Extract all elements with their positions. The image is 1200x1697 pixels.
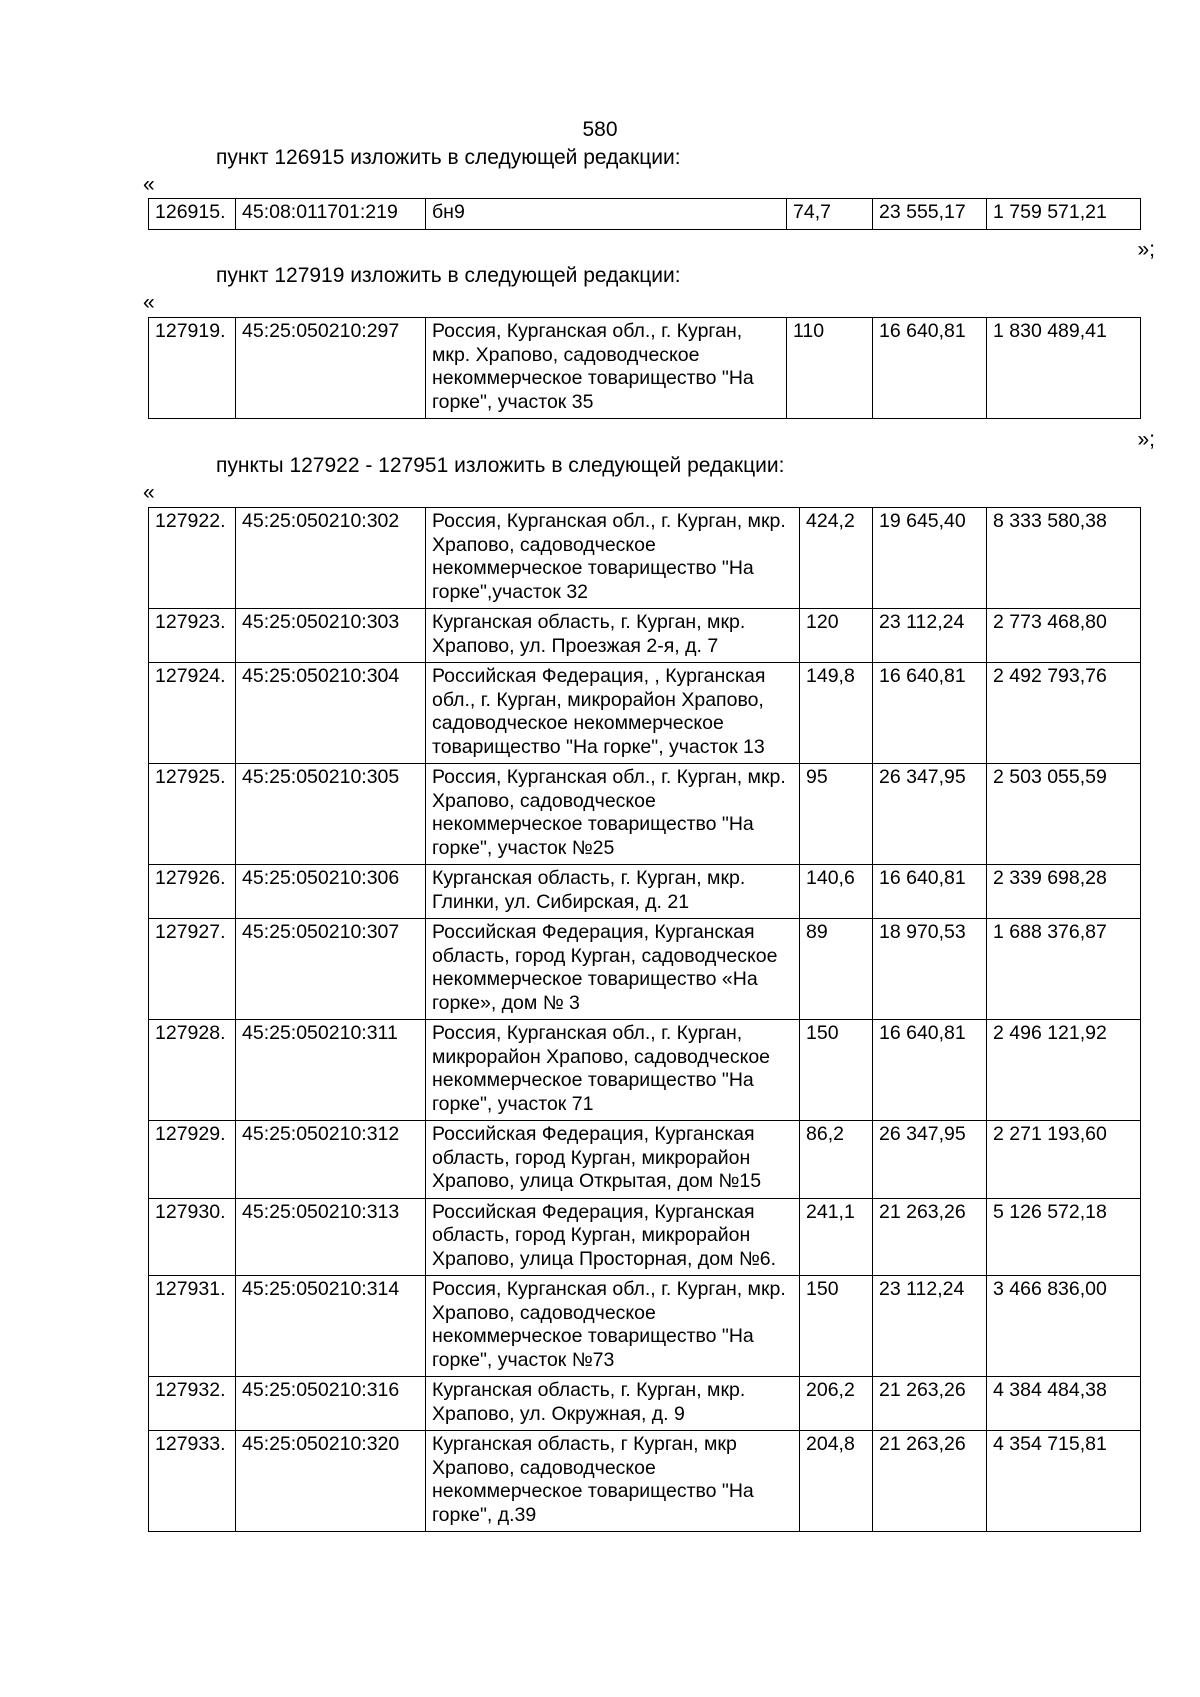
item-number-cell: 126915. xyxy=(149,199,236,230)
open-quote: « xyxy=(143,173,155,196)
table-item-127919 xyxy=(148,317,1141,419)
specific-value-cell: 18 970,53 xyxy=(873,919,987,1020)
table-row xyxy=(149,764,1141,865)
address-cell: Российская Федерация, Курганская область, город Курган, микрорайон Храпово, улица Открытая, дом №15 xyxy=(426,1121,800,1199)
area-cell: 110 xyxy=(787,318,873,419)
address-cell: Российская Федерация, Курганская область, город Курган, садоводческое некоммерческое товарищество «На горке», дом № 3 xyxy=(426,919,800,1020)
specific-value-cell: 16 640,81 xyxy=(873,318,987,419)
cadastral-number-cell: 45:25:050210:320 xyxy=(236,1431,426,1532)
cadastral-value-cell: 8 333 580,38 xyxy=(987,508,1141,609)
item-number-cell: 127933. xyxy=(149,1431,236,1532)
cadastral-number-cell: 45:25:050210:305 xyxy=(236,764,426,865)
specific-value-cell: 26 347,95 xyxy=(873,764,987,865)
specific-value-cell: 23 112,24 xyxy=(873,1276,987,1377)
item-number-cell: 127922. xyxy=(149,508,236,609)
cadastral-value-cell: 1 688 376,87 xyxy=(987,919,1141,1020)
cadastral-number-cell: 45:25:050210:316 xyxy=(236,1377,426,1431)
open-quote: « xyxy=(143,291,155,314)
item-number-cell: 127931. xyxy=(149,1276,236,1377)
page-number: 580 xyxy=(582,118,618,141)
cadastral-number-cell: 45:25:050210:306 xyxy=(236,865,426,919)
specific-value-cell: 26 347,95 xyxy=(873,1121,987,1199)
section-heading-127919: пункт 127919 изложить в следующей редакции: xyxy=(216,264,681,287)
item-number-cell: 127923. xyxy=(149,609,236,663)
address-cell: Россия, Курганская обл., г. Курган, микрорайон Храпово, садоводческое некоммерческое товарищество "На горке", участок 71 xyxy=(426,1020,800,1121)
specific-value-cell: 21 263,26 xyxy=(873,1431,987,1532)
area-cell: 74,7 xyxy=(787,199,873,230)
specific-value-cell: 21 263,26 xyxy=(873,1377,987,1431)
specific-value-cell: 19 645,40 xyxy=(873,508,987,609)
cadastral-value-cell: 3 466 836,00 xyxy=(987,1276,1141,1377)
address-cell: Курганская область, г. Курган, мкр. Храпово, ул. Проезжая 2-я, д. 7 xyxy=(426,609,800,663)
specific-value-cell: 23 555,17 xyxy=(873,199,987,230)
close-quote: »; xyxy=(1137,238,1155,261)
cadastral-value-cell: 2 496 121,92 xyxy=(987,1020,1141,1121)
section-heading-126915: пункт 126915 изложить в следующей редакции: xyxy=(216,146,681,169)
item-number-cell: 127926. xyxy=(149,865,236,919)
address-cell: Россия, Курганская обл., г. Курган, мкр. Храпово, садоводческое некоммерческое товарищество "На горке", участок №73 xyxy=(426,1276,800,1377)
table-row xyxy=(149,1431,1141,1532)
table-row xyxy=(149,1198,1141,1276)
item-number-cell: 127932. xyxy=(149,1377,236,1431)
close-quote: »; xyxy=(1137,428,1155,451)
cadastral-value-cell: 2 773 468,80 xyxy=(987,609,1141,663)
cadastral-number-cell: 45:25:050210:313 xyxy=(236,1198,426,1276)
table-row xyxy=(149,663,1141,764)
area-cell: 140,6 xyxy=(800,865,873,919)
cadastral-value-cell: 2 492 793,76 xyxy=(987,663,1141,764)
cadastral-number-cell: 45:25:050210:304 xyxy=(236,663,426,764)
area-cell: 150 xyxy=(800,1020,873,1121)
specific-value-cell: 16 640,81 xyxy=(873,1020,987,1121)
area-cell: 89 xyxy=(800,919,873,1020)
area-cell: 149,8 xyxy=(800,663,873,764)
address-cell: Россия, Курганская обл., г. Курган, мкр. Храпово, садоводческое некоммерческое товарищество "На горке", участок 35 xyxy=(426,318,787,419)
cadastral-value-cell: 2 503 055,59 xyxy=(987,764,1141,865)
cadastral-value-cell: 5 126 572,18 xyxy=(987,1198,1141,1276)
address-cell: Россия, Курганская обл., г. Курган, мкр. Храпово, садоводческое некоммерческое товарищество "На горке", участок №25 xyxy=(426,764,800,865)
cadastral-value-cell: 4 354 715,81 xyxy=(987,1431,1141,1532)
area-cell: 120 xyxy=(800,609,873,663)
table-row xyxy=(149,919,1141,1020)
area-cell: 206,2 xyxy=(800,1377,873,1431)
cadastral-value-cell: 2 271 193,60 xyxy=(987,1121,1141,1199)
address-cell: Курганская область, г. Курган, мкр. Храпово, ул. Окружная, д. 9 xyxy=(426,1377,800,1431)
address-cell: Россия, Курганская обл., г. Курган, мкр. Храпово, садоводческое некоммерческое товарищество "На горке",участок 32 xyxy=(426,508,800,609)
item-number-cell: 127928. xyxy=(149,1020,236,1121)
item-number-cell: 127925. xyxy=(149,764,236,865)
address-cell: бн9 xyxy=(426,199,787,230)
specific-value-cell: 21 263,26 xyxy=(873,1198,987,1276)
item-number-cell: 127929. xyxy=(149,1121,236,1199)
cadastral-number-cell: 45:25:050210:307 xyxy=(236,919,426,1020)
table-row xyxy=(149,318,1141,419)
cadastral-number-cell: 45:25:050210:302 xyxy=(236,508,426,609)
cadastral-value-cell: 1 830 489,41 xyxy=(987,318,1141,419)
area-cell: 424,2 xyxy=(800,508,873,609)
cadastral-number-cell: 45:25:050210:303 xyxy=(236,609,426,663)
cadastral-number-cell: 45:08:011701:219 xyxy=(236,199,426,230)
item-number-cell: 127927. xyxy=(149,919,236,1020)
area-cell: 204,8 xyxy=(800,1431,873,1532)
open-quote: « xyxy=(143,481,155,504)
section-heading-127922-127951: пункты 127922 - 127951 изложить в следующей редакции: xyxy=(216,454,785,477)
table-row xyxy=(149,609,1141,663)
area-cell: 241,1 xyxy=(800,1198,873,1276)
address-cell: Курганская область, г. Курган, мкр. Глинки, ул. Сибирская, д. 21 xyxy=(426,865,800,919)
table-row xyxy=(149,508,1141,609)
item-number-cell: 127919. xyxy=(149,318,236,419)
table-item-126915 xyxy=(148,198,1141,230)
table-row xyxy=(149,1121,1141,1199)
area-cell: 150 xyxy=(800,1276,873,1377)
address-cell: Российская Федерация, Курганская область, город Курган, микрорайон Храпово, улица Просторная, дом №6. xyxy=(426,1198,800,1276)
cadastral-value-cell: 4 384 484,38 xyxy=(987,1377,1141,1431)
area-cell: 95 xyxy=(800,764,873,865)
cadastral-number-cell: 45:25:050210:314 xyxy=(236,1276,426,1377)
address-cell: Курганская область, г Курган, мкр Храпово, садоводческое некоммерческое товарищество "На горке", д.39 xyxy=(426,1431,800,1532)
cadastral-number-cell: 45:25:050210:297 xyxy=(236,318,426,419)
specific-value-cell: 16 640,81 xyxy=(873,865,987,919)
table-items-127922-127951 xyxy=(148,507,1141,1532)
table-row xyxy=(149,199,1141,230)
address-cell: Российская Федерация, , Курганская обл., г. Курган, микрорайон Храпово, садоводческое некоммерческое товарищество "На горке", участок 13 xyxy=(426,663,800,764)
cadastral-number-cell: 45:25:050210:312 xyxy=(236,1121,426,1199)
item-number-cell: 127924. xyxy=(149,663,236,764)
table-row xyxy=(149,1276,1141,1377)
specific-value-cell: 16 640,81 xyxy=(873,663,987,764)
cadastral-number-cell: 45:25:050210:311 xyxy=(236,1020,426,1121)
cadastral-value-cell: 1 759 571,21 xyxy=(987,199,1141,230)
cadastral-value-cell: 2 339 698,28 xyxy=(987,865,1141,919)
table-row xyxy=(149,1377,1141,1431)
table-row xyxy=(149,1020,1141,1121)
specific-value-cell: 23 112,24 xyxy=(873,609,987,663)
table-row xyxy=(149,865,1141,919)
area-cell: 86,2 xyxy=(800,1121,873,1199)
item-number-cell: 127930. xyxy=(149,1198,236,1276)
